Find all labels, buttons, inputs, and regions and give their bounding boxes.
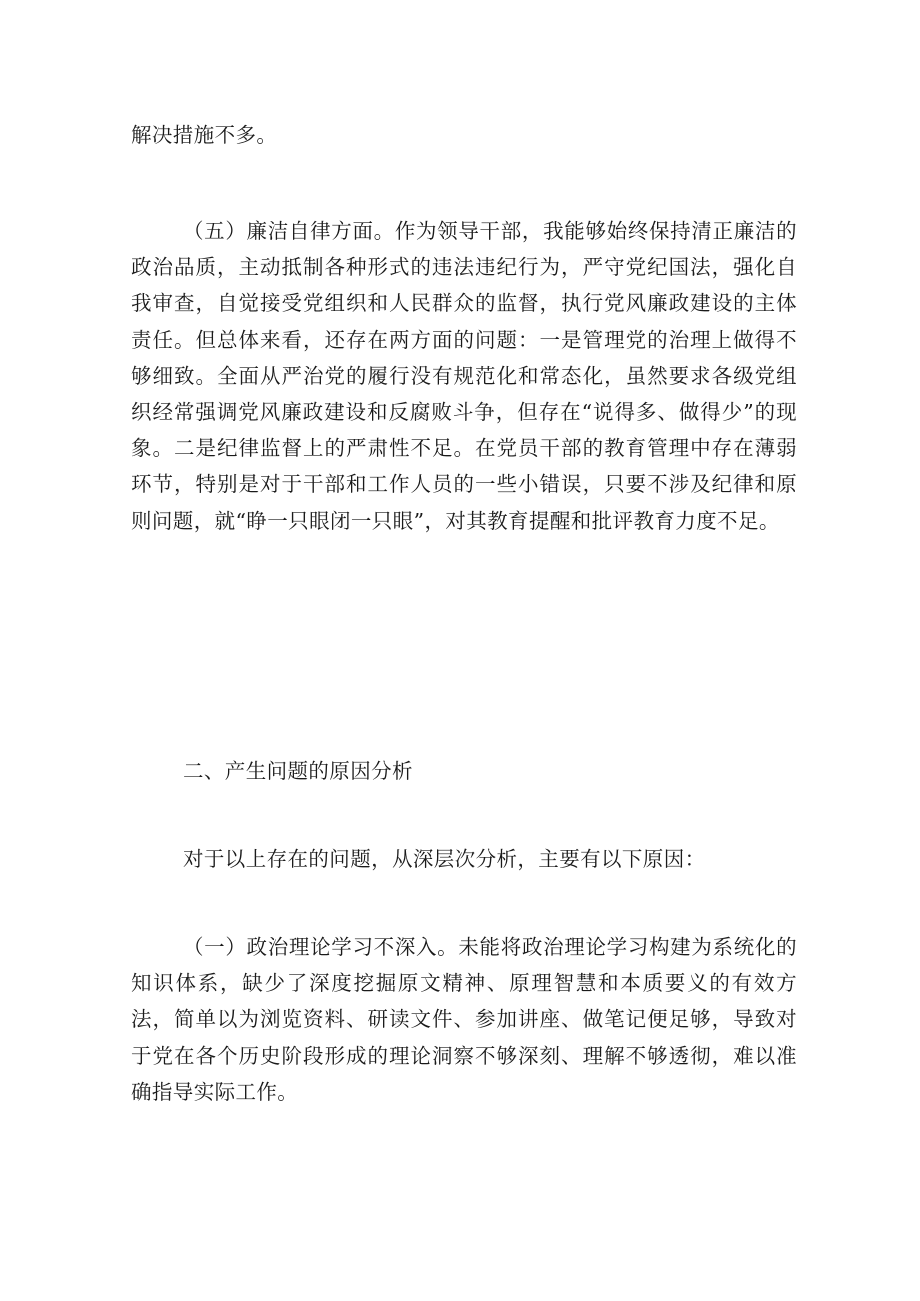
paragraph-integrity-self-discipline: （五）廉洁自律方面。作为领导干部，我能够始终保持清正廉洁的政治品质，主动抵制各种形式的违法违纪行为，严守党纪国法，强化自我审查，自觉接受党组织和人民群众的监督，执行党风廉政建设的主体责任。但总体来看，还存在两方面的问题：一是管理党的治理上做得不够细致。全面从严治党的履行没有规范化和常态化，虽然要求各级党组织经常强调党风廉政建设和反腐败斗争，但存在“说得多、做得少”的现象。二是纪律监督上的严肃性不足。在党员干部的教育管理中存在薄弱环节，特别是对于干部和工作人员的一些小错误，只要不涉及纪律和原则问题，就“睁一只眼闭一只眼”，对其教育提醒和批评教育力度不足。 — [131, 219, 797, 533]
section-heading-cause-analysis: 二、产生问题的原因分析 — [183, 759, 413, 783]
paragraph-continuation: 解决措施不多。 — [131, 123, 278, 147]
paragraph-political-theory-study: （一）政治理论学习不深入。未能将政治理论学习构建为系统化的知识体系，缺少了深度挖掘原文精神、原理智慧和本质要义的有效方法，简单以为浏览资料、研读文件、参加讲座、做笔记便足够，导致对于党在各个历史阶段形成的理论洞察不够深刻、理解不够透彻，难以准确指导实际工作。 — [131, 935, 797, 1104]
paragraph-cause-intro: 对于以上存在的问题，从深层次分析，主要有以下原因： — [183, 847, 706, 871]
